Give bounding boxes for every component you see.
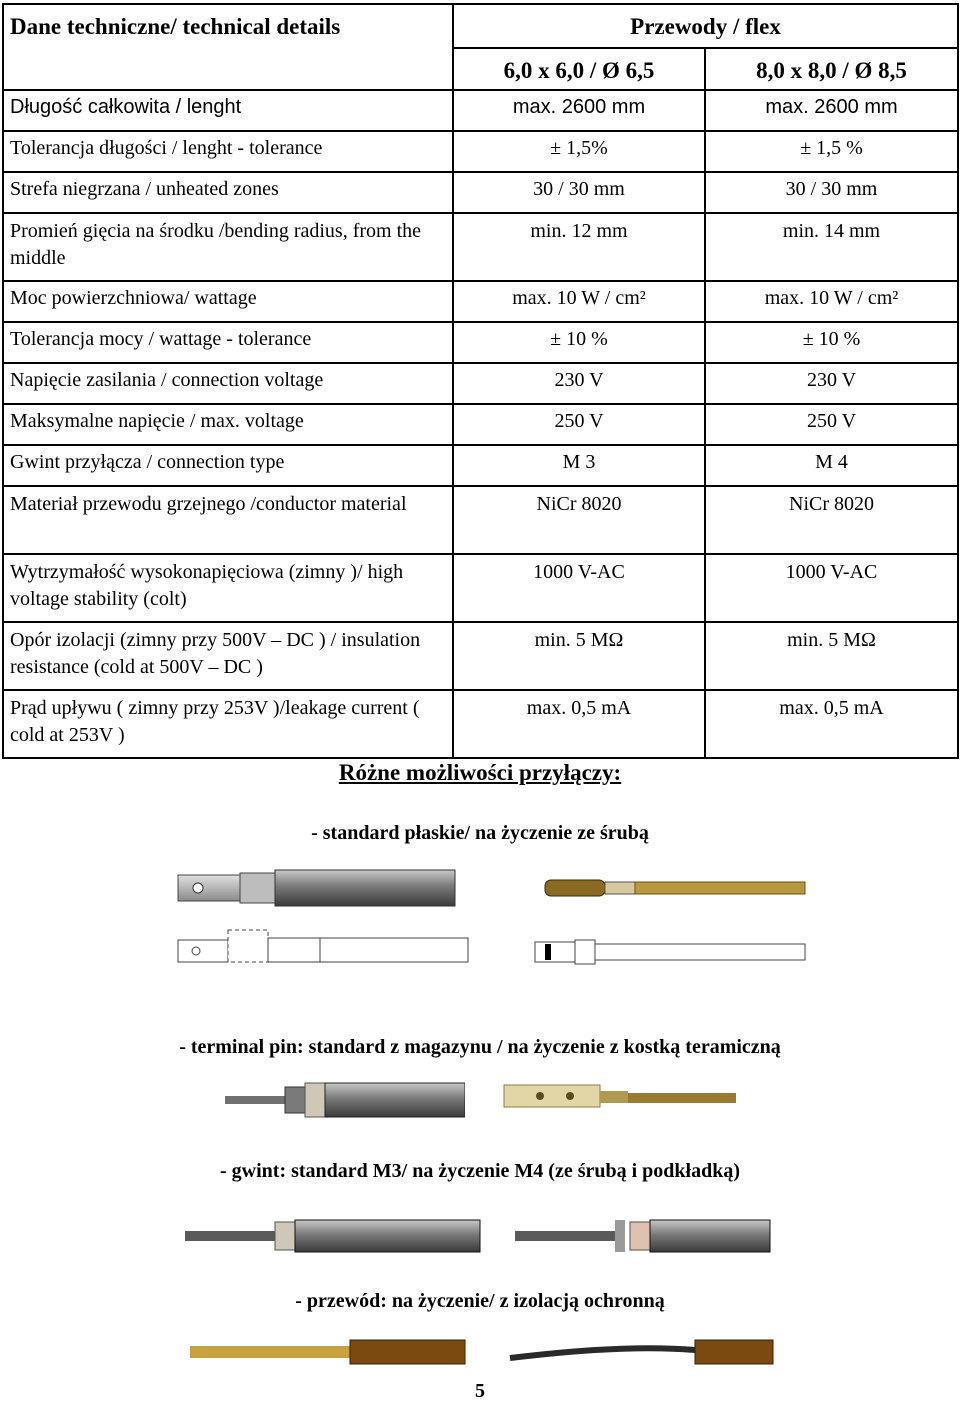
wire-flex-photo — [190, 1336, 470, 1372]
row-label: Tolerancja mocy / wattage - tolerance — [3, 322, 453, 363]
table-row — [3, 90, 958, 131]
row-value-1: 230 V — [453, 363, 705, 404]
flat-connector-photo — [170, 860, 490, 970]
screw-connector-photo — [515, 860, 815, 970]
row-value-1: ± 1,5% — [453, 131, 705, 172]
row-value-2: 1000 V-AC — [705, 554, 958, 622]
row-value-1: NiCr 8020 — [453, 486, 705, 554]
row-label: Moc powierzchniowa/ wattage — [3, 281, 453, 322]
caption-thread: - gwint: standard M3/ na życzenie M4 (ze śrubą i podkładką) — [220, 1160, 740, 1182]
row-value-2: max. 0,5 mA — [705, 690, 958, 758]
row-value-1: min. 5 MΩ — [453, 622, 705, 690]
row-label: Promień gięcia na środku /bending radius, from the middle — [3, 213, 453, 281]
header-left: Dane techniczne/ technical details — [3, 4, 453, 90]
row-value-2: max. 2600 mm — [705, 90, 958, 131]
row-value-2: max. 10 W / cm² — [705, 281, 958, 322]
header-col1: 6,0 x 6,0 / Ø 6,5 — [453, 48, 705, 90]
row-label: Tolerancja długości / lenght - tolerance — [3, 131, 453, 172]
row-label: Gwint przyłącza / connection type — [3, 445, 453, 486]
row-value-2: 30 / 30 mm — [705, 172, 958, 213]
row-label: Maksymalne napięcie / max. voltage — [3, 404, 453, 445]
table-row — [3, 363, 958, 404]
row-value-2: 230 V — [705, 363, 958, 404]
row-value-1: max. 10 W / cm² — [453, 281, 705, 322]
row-value-1: min. 12 mm — [453, 213, 705, 281]
row-value-1: 30 / 30 mm — [453, 172, 705, 213]
technical-details-table — [2, 3, 959, 759]
ceramic-terminal-photo — [500, 1075, 740, 1125]
page-number: 5 — [475, 1380, 485, 1402]
header-group: Przewody / flex — [453, 4, 958, 48]
row-value-2: NiCr 8020 — [705, 486, 958, 554]
row-label: Wytrzymałość wysokonapięciowa (zimny )/ high voltage stability (colt) — [3, 554, 453, 622]
table-row — [3, 690, 958, 758]
row-value-2: ± 10 % — [705, 322, 958, 363]
table-row — [3, 404, 958, 445]
wire-insulated-photo — [505, 1336, 775, 1372]
row-label: Napięcie zasilania / connection voltage — [3, 363, 453, 404]
table-row — [3, 172, 958, 213]
table-row — [3, 281, 958, 322]
header-col2: 8,0 x 8,0 / Ø 8,5 — [705, 48, 958, 90]
row-value-2: min. 14 mm — [705, 213, 958, 281]
table-row — [3, 622, 958, 690]
row-value-2: min. 5 MΩ — [705, 622, 958, 690]
caption-wire: - przewód: na życzenie/ z izolacją ochronną — [295, 1290, 665, 1312]
row-value-1: ± 10 % — [453, 322, 705, 363]
row-value-1: max. 2600 mm — [453, 90, 705, 131]
table-row — [3, 213, 958, 281]
table-row — [3, 445, 958, 486]
row-label: Materiał przewodu grzejnego /conductor material — [3, 486, 453, 554]
row-value-1: 1000 V-AC — [453, 554, 705, 622]
row-value-1: max. 0,5 mA — [453, 690, 705, 758]
row-value-2: M 4 — [705, 445, 958, 486]
row-label: Długość całkowita / lenght — [3, 90, 453, 131]
table-row — [3, 486, 958, 554]
terminal-pin-photo — [225, 1075, 465, 1125]
thread-m3-photo — [185, 1212, 485, 1262]
table-row — [3, 554, 958, 622]
table-row — [3, 131, 958, 172]
row-value-1: 250 V — [453, 404, 705, 445]
caption-flat-connector: - standard płaskie/ na życzenie ze śrubą — [311, 822, 649, 844]
row-label: Prąd upływu ( zimny przy 253V )/leakage current ( cold at 253V ) — [3, 690, 453, 758]
row-value-1: M 3 — [453, 445, 705, 486]
row-value-2: 250 V — [705, 404, 958, 445]
row-value-2: ± 1,5 % — [705, 131, 958, 172]
row-label: Strefa niegrzana / unheated zones — [3, 172, 453, 213]
table-row — [3, 322, 958, 363]
row-label: Opór izolacji (zimny przy 500V – DC ) / insulation resistance (cold at 500V – DC ) — [3, 622, 453, 690]
thread-m4-photo — [515, 1212, 775, 1262]
connection-options-title: Różne możliwości przyłączy: — [338, 760, 622, 785]
caption-terminal-pin: - terminal pin: standard z magazynu / na życzenie z kostką teramiczną — [179, 1036, 781, 1058]
